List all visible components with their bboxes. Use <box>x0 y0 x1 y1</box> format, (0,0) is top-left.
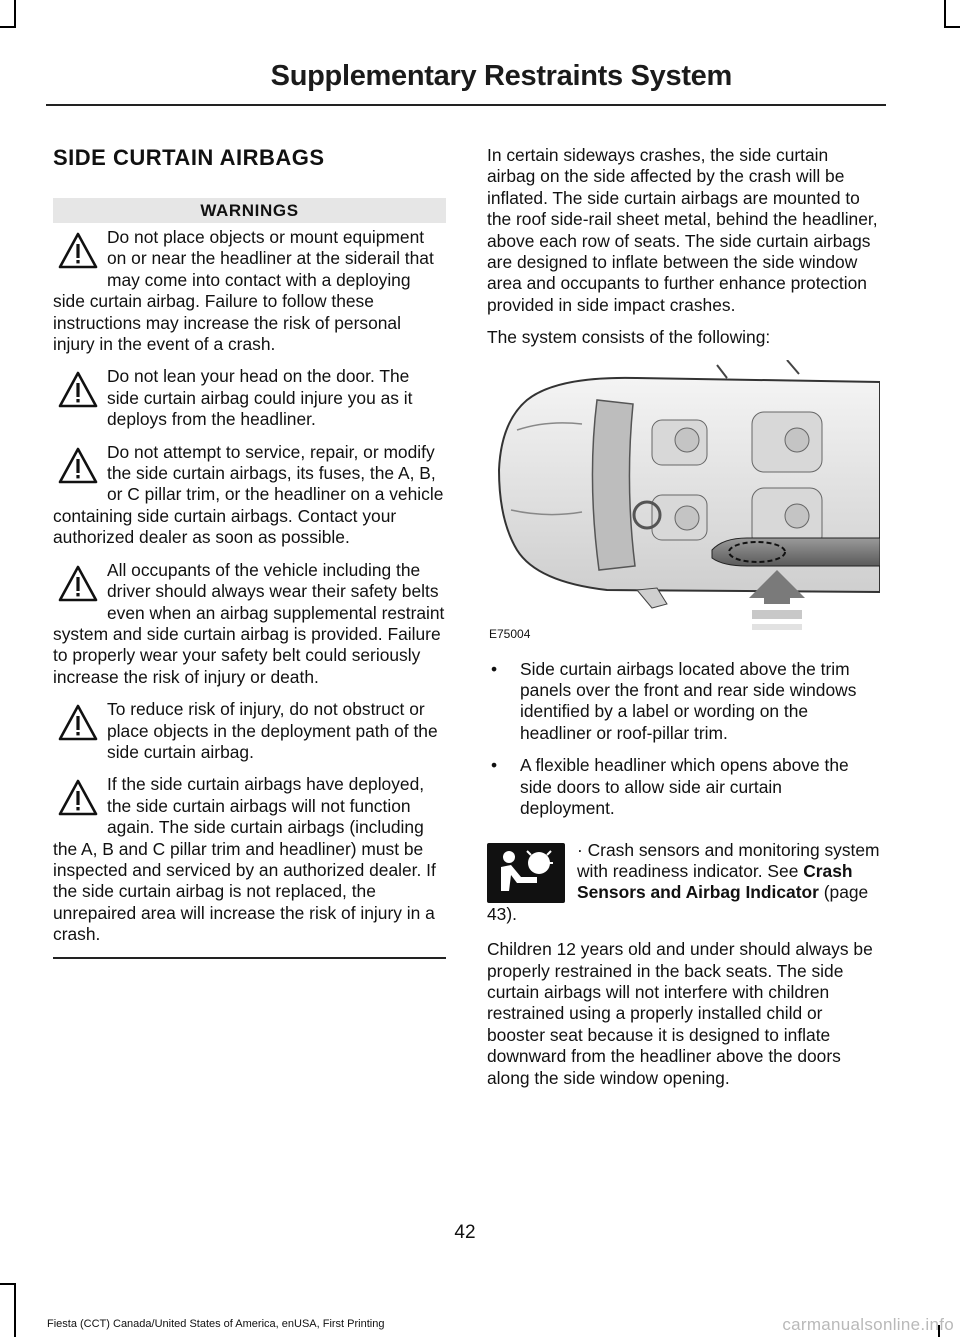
crop-mark <box>944 0 946 26</box>
warning-text: Do not lean your head on the door. The side curtain airbag could injure you as it deploys from the headliner. <box>107 366 413 430</box>
warning-text: Do not place objects or mount equipment on or near the headliner at the siderail that may come into contact with a deploying side curtain airbag. Failure to follow these instructions may increase the risk of personal injury in the event of a crash. <box>53 227 434 355</box>
page-number: 42 <box>454 1222 476 1243</box>
section-title: SIDE CURTAIN AIRBAGS <box>53 145 325 170</box>
warning-item <box>53 774 446 945</box>
right-column <box>487 145 880 1100</box>
warning-text: If the side curtain airbags have deployed, the side curtain airbags will not function again. The side curtain airbags (including the A, B and C pillar trim and headliner) must be inspected and serviced by an authorized dealer. If the side curtain airbag is not replaced, the unrepaired area will increase the risk of injury in a crash. <box>53 774 436 945</box>
warning-triangle-icon <box>57 778 99 818</box>
figure-code: E75004 <box>489 626 531 641</box>
crop-mark <box>14 1285 16 1337</box>
page-header-title: Supplementary Restraints System <box>270 60 732 92</box>
warning-triangle-icon <box>57 231 99 271</box>
bullet-glyph: • <box>491 658 498 679</box>
warning-item <box>53 442 446 549</box>
vehicle-top-view-drawing <box>487 360 880 645</box>
list-item <box>487 755 880 819</box>
warning-item <box>53 699 446 763</box>
crash-sensor-paragraph <box>487 840 880 926</box>
watermark: carmanualsonline.info <box>782 1315 954 1334</box>
warning-item <box>53 227 446 355</box>
print-info: Fiesta (CCT) Canada/United States of America, enUSA, First Printing <box>47 1318 385 1330</box>
system-consists-text: The system consists of the following: <box>487 327 771 348</box>
list-item <box>487 659 880 745</box>
list-item-text: A flexible headliner which opens above the side doors to allow side air curtain deployment. <box>520 755 849 819</box>
intro-paragraph: In certain sideways crashes, the side curtain airbag on the side affected by the crash will be inflated. The side curtain airbags are mounted to the roof side-rail sheet metal, behind the headliner, above each row of seats. The side curtain airbags are designed to inflate between the side window area and occupants to further enhance protection provided in side impact crashes. <box>487 145 878 315</box>
cross-reference-link[interactable]: Crash Sensors and Airbag Indicator <box>577 860 853 903</box>
crop-mark <box>14 0 16 26</box>
page-reference: (page 43). <box>487 882 869 924</box>
left-column <box>53 145 446 959</box>
header-divider <box>46 104 886 106</box>
bullet-glyph: • <box>491 755 498 776</box>
warning-item <box>53 560 446 688</box>
warning-text: To reduce risk of injury, do not obstruct or place objects in the deployment path of the side curtain airbag. <box>107 699 438 762</box>
crop-mark <box>0 1283 16 1285</box>
children-paragraph: Children 12 years old and under should always be properly restrained in the back seats. The side curtain airbags will not interfere with children restrained using a properly installed child or booster seat because it is designed to inflate downward from the headliner above the doors along the side window opening. <box>487 939 873 1088</box>
warning-triangle-icon <box>57 370 99 410</box>
warning-triangle-icon <box>57 564 99 604</box>
system-components-list <box>487 659 880 820</box>
warnings-end-divider <box>53 957 446 959</box>
warning-item <box>53 366 446 430</box>
warnings-header: WARNINGS <box>53 198 446 223</box>
warning-text: Do not attempt to service, repair, or modify the side curtain airbags, its fuses, the A, B, or C pillar trim, or the headliner on a vehicle containing side curtain airbags. Contact your authorized dealer as soon as possible. <box>53 441 444 548</box>
crop-mark <box>0 26 16 28</box>
list-item-text: Side curtain airbags located above the trim panels over the front and rear side windows identified by a label or wording on the headliner or roof-pillar trim. <box>520 658 857 743</box>
sensor-text: · Crash sensors and monitoring system with readiness indicator. See <box>577 839 880 881</box>
crop-mark <box>944 26 960 28</box>
airbag-indicator-icon <box>487 843 565 903</box>
vehicle-airbag-illustration <box>487 360 880 645</box>
warning-triangle-icon <box>57 446 99 486</box>
warning-triangle-icon <box>57 703 99 743</box>
warning-text: All occupants of the vehicle including the driver should always wear their safety belts even when an airbag supplemental restraint system and side curtain airbag is provided. Failure to properly wear your safety belt could seriously increase the risk of injury or death. <box>53 559 445 687</box>
